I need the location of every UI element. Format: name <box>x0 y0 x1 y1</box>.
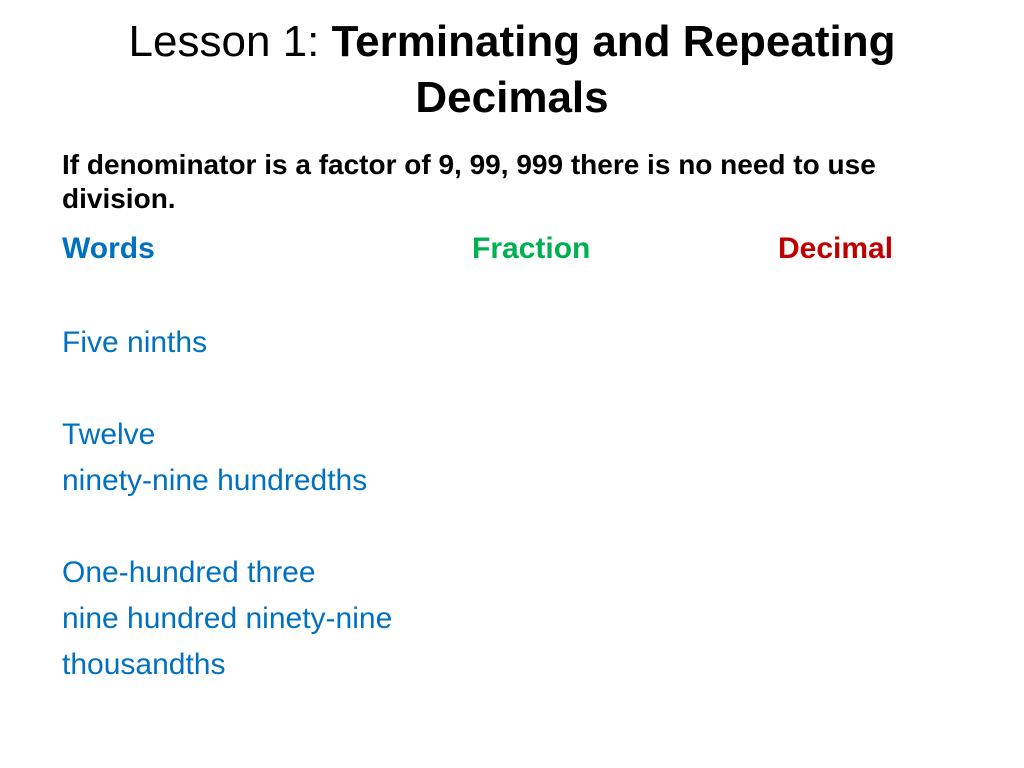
title-main: Terminating and Repeating Decimals <box>331 17 896 122</box>
word-row-3-line-1: One-hundred three <box>62 556 316 589</box>
word-row-2-line-1: Twelve <box>62 418 156 451</box>
header-fraction: Fraction <box>472 232 591 265</box>
word-row-3-line-2: nine hundred ninety-nine <box>62 602 393 635</box>
title-prefix: Lesson 1: <box>128 17 332 66</box>
spacer <box>62 504 392 550</box>
header-decimal: Decimal <box>778 232 894 265</box>
intro-text: If denominator is a factor of 9, 99, 999 there is no need to use division. <box>62 149 876 214</box>
column-headers <box>0 230 1024 270</box>
word-row-1-line-1: Five ninths <box>62 326 208 359</box>
word-row-3-line-3: thousandths <box>62 648 226 681</box>
words-list <box>62 320 392 688</box>
spacer <box>62 366 392 412</box>
header-words: Words <box>62 232 155 265</box>
word-row-2-line-2: ninety-nine hundredths <box>62 464 368 497</box>
slide-title <box>40 14 984 126</box>
